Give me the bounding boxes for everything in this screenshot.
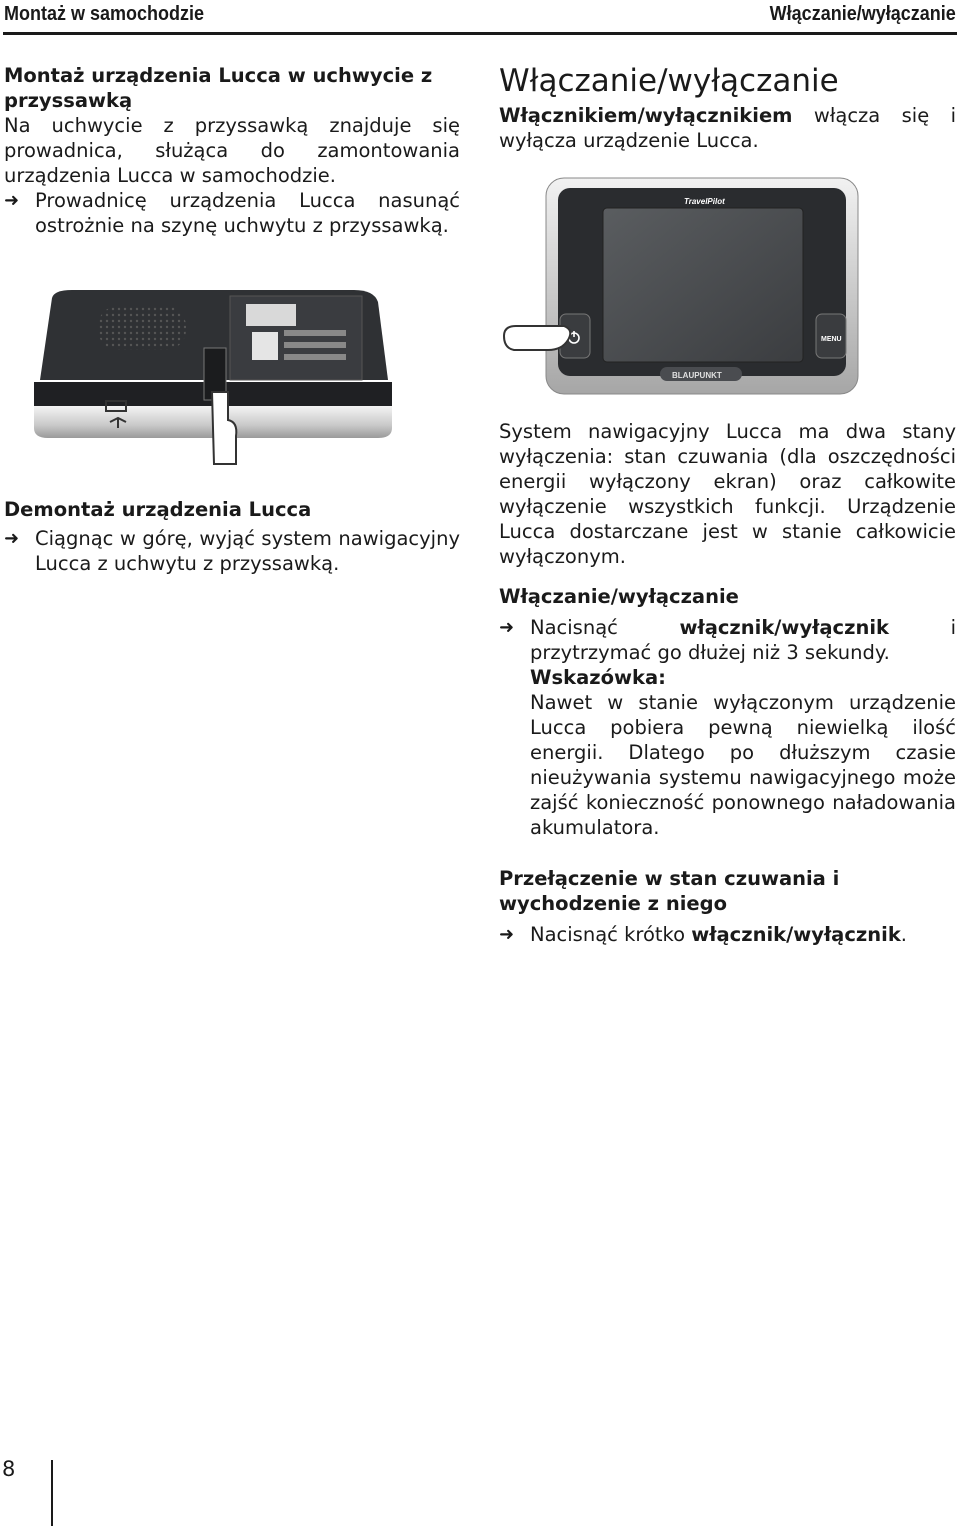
remove-title: Demontaż urządzenia Lucca	[4, 498, 312, 521]
device-back-illustration	[32, 288, 394, 466]
intro-rest: włącza się i wyłącza urządzenie Lucca.	[499, 104, 956, 152]
remove-step	[4, 526, 460, 576]
arrow-icon: ➜	[4, 190, 20, 211]
page-number-bar	[51, 1460, 53, 1526]
onoff-step-post: i przytrzymać go dłużej niż 3 sekundy.	[530, 616, 956, 664]
header-section-title: Montaż w samochodzie	[4, 3, 205, 25]
note-title: Wskazówka:	[530, 666, 666, 689]
standby-step-pre: Nacisnąć krótko	[530, 923, 692, 946]
onoff-step-bold: włącznik/wyłącznik	[679, 616, 889, 639]
arrow-icon: ➜	[499, 924, 515, 945]
header-chapter-title: Włączanie/wyłączanie	[769, 3, 956, 25]
mount-section	[4, 63, 460, 238]
section-title: Włączanie/wyłączanie	[499, 63, 839, 99]
onoff-section	[499, 62, 956, 153]
mount-title: Montaż urządzenia Lucca w uchwycie z przyssawką	[4, 64, 433, 112]
remove-step-text: Ciągnąc w górę, wyjąć system nawigacyjny Lucca z uchwytu z przyssawką.	[35, 527, 460, 575]
arrow-icon: ➜	[4, 528, 20, 549]
menu-label: MENU	[821, 336, 842, 343]
brand-label: TravelPilot	[684, 197, 725, 206]
intro-text	[499, 103, 956, 153]
page-number: 8	[2, 1457, 16, 1481]
onoff-subtitle: Włączanie/wyłączanie	[499, 585, 739, 608]
header-rule	[3, 32, 957, 35]
intro-bold: Włącznikiem/wyłącznikiem	[499, 104, 793, 127]
onoff-step-pre: Nacisnąć	[530, 616, 680, 639]
states-text: System nawigacyjny Lucca ma dwa stany wyłączenia: stan czuwania (dla oszczędności energii wyłączony ekran) oraz całkowite wyłączenie wszystkich funkcji. Urządzenie Lucca dostarczane jest w stanie całkowicie wyłączonym.	[499, 420, 956, 568]
arrow-icon: ➜	[499, 617, 515, 638]
states-section	[499, 419, 956, 947]
standby-title: Przełączenie w stan czuwania i wychodzenie z niego	[499, 867, 840, 915]
note-text: Nawet w stanie wyłączonym urządzenie Lucca pobiera pewną niewielką ilość energii. Dlatego po dłuższym czasie nieużywania systemu nawigacyjnego może zajść konieczność ponownego naładowania akumulatora.	[530, 691, 956, 839]
onoff-step	[499, 615, 956, 665]
standby-step-bold: włącznik/wyłącznik	[691, 923, 901, 946]
blaupunkt-logo: BLAUPUNKT	[672, 371, 722, 380]
mount-step-text: Prowadnicę urządzenia Lucca nasunąć ostrożnie na szynę uchwytu z przyssawką.	[35, 189, 460, 237]
remove-section	[4, 497, 460, 576]
device-front-illustration	[500, 176, 862, 398]
mount-text: Na uchwycie z przyssawką znajduje się prowadnica, służąca do zamontowania urządzenia Lucca w samochodzie.	[4, 114, 460, 187]
standby-step	[499, 922, 956, 947]
standby-step-post: .	[900, 923, 907, 946]
mount-step	[4, 188, 460, 238]
